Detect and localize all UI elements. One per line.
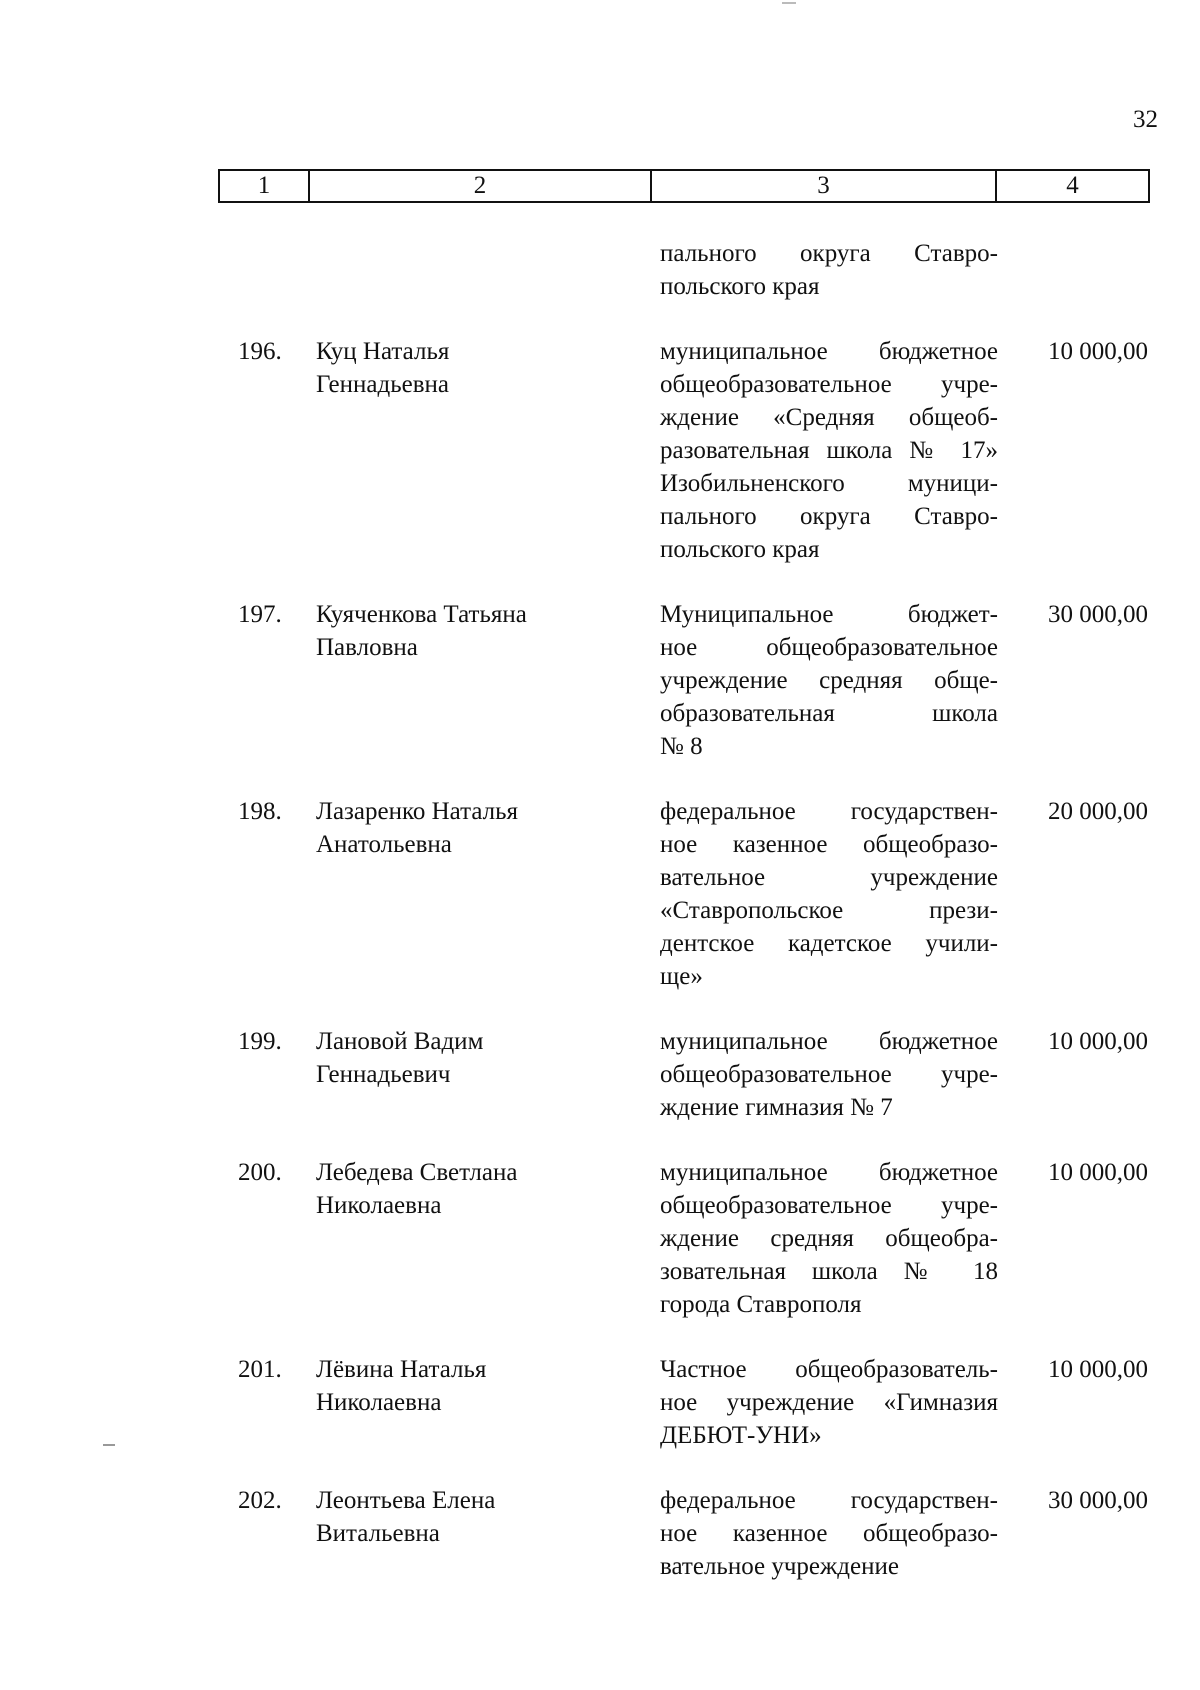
- institution-line: Изобильненского муници-: [660, 470, 998, 497]
- person-name-line: Анатольевна: [316, 831, 452, 858]
- row-number: 197.: [238, 601, 282, 628]
- institution-line: федеральное государствен-: [660, 1487, 998, 1514]
- institution-line: разовательная школа № 17»: [660, 437, 998, 464]
- person-name-line: Николаевна: [316, 1389, 442, 1416]
- institution-line: пального округа Ставро-: [660, 240, 998, 267]
- table-header: [218, 169, 1150, 203]
- institution-line: города Ставрополя: [660, 1291, 862, 1318]
- amount: 10 000,00: [1048, 1159, 1148, 1186]
- person-name-line: Николаевна: [316, 1192, 442, 1219]
- row-number: 198.: [238, 798, 282, 825]
- amount: 30 000,00: [1048, 1487, 1148, 1514]
- row-number: 199.: [238, 1028, 282, 1055]
- institution-line: Муниципальное бюджет-: [660, 601, 998, 628]
- person-name-line: Лазаренко Наталья: [316, 798, 519, 825]
- institution-cell: [660, 1484, 998, 1583]
- institution-cell: [660, 335, 998, 566]
- institution-line: дентское кадетское учили-: [660, 930, 998, 957]
- amount: 10 000,00: [1048, 338, 1148, 365]
- institution-line: вательное учреждение: [660, 864, 998, 891]
- institution-line: ное учреждение «Гимназия: [660, 1389, 998, 1416]
- institution-line: общеобразовательное учре-: [660, 371, 998, 398]
- institution-line: муниципальное бюджетное: [660, 338, 998, 365]
- person-name: [316, 1353, 636, 1419]
- row-number: 201.: [238, 1356, 282, 1383]
- amount: 10 000,00: [1048, 1356, 1148, 1383]
- table-row: [0, 598, 1200, 763]
- continuation-row: [0, 237, 1200, 303]
- institution-cell: [660, 1025, 998, 1124]
- person-name-line: Леонтьева Елена: [316, 1487, 496, 1514]
- institution-line: польского края: [660, 273, 820, 300]
- institution-line: ждение «Средняя общеоб-: [660, 404, 998, 431]
- person-name-line: Павловна: [316, 634, 418, 661]
- person-name: [316, 1025, 636, 1091]
- row-number: 202.: [238, 1487, 282, 1514]
- institution-line: образовательная школа: [660, 700, 998, 727]
- institution-line: № 8: [660, 733, 703, 760]
- institution-line: ждение гимназия № 7: [660, 1094, 893, 1121]
- institution-cell: [660, 1156, 998, 1321]
- institution-cell: [660, 795, 998, 993]
- institution-line: ное общеобразовательное: [660, 634, 998, 661]
- institution-line: ждение средняя общеобра-: [660, 1225, 998, 1252]
- table-row: [0, 1353, 1200, 1452]
- institution-line: ще»: [660, 963, 703, 990]
- person-name: [316, 598, 636, 664]
- institution-line: ное казенное общеобразо-: [660, 1520, 998, 1547]
- amount: 30 000,00: [1048, 601, 1148, 628]
- institution-line: общеобразовательное учре-: [660, 1192, 998, 1219]
- page-number: 32: [1133, 106, 1158, 133]
- person-name-line: Лановой Вадим: [316, 1028, 484, 1055]
- person-name-line: Лебедева Светлана: [316, 1159, 518, 1186]
- amount: 20 000,00: [1048, 798, 1148, 825]
- institution-cell: [660, 237, 998, 303]
- institution-line: ДЕБЮТ-УНИ»: [660, 1422, 822, 1449]
- table-body: [0, 237, 1200, 1615]
- table-row: [0, 1484, 1200, 1583]
- person-name: [316, 795, 636, 861]
- header-cell-3: 3: [652, 171, 997, 201]
- institution-line: польского края: [660, 536, 820, 563]
- header-cell-4: 4: [1066, 172, 1079, 199]
- institution-cell: [660, 598, 998, 763]
- institution-line: ное казенное общеобразо-: [660, 831, 998, 858]
- person-name-line: Лёвина Наталья: [316, 1356, 487, 1383]
- person-name: [316, 335, 636, 401]
- person-name-line: Витальевна: [316, 1520, 440, 1547]
- institution-line: Частное общеобразователь-: [660, 1356, 998, 1383]
- institution-line: муниципальное бюджетное: [660, 1028, 998, 1055]
- row-number: 196.: [238, 338, 282, 365]
- person-name-line: Куц Наталья: [316, 338, 450, 365]
- institution-line: общеобразовательное учре-: [660, 1061, 998, 1088]
- header-cell-1: 1: [220, 171, 310, 201]
- person-name-line: Геннадьевич: [316, 1061, 451, 1088]
- institution-line: вательное учреждение: [660, 1553, 899, 1580]
- table-row: [0, 335, 1200, 566]
- institution-cell: [660, 1353, 998, 1452]
- institution-line: пального округа Ставро-: [660, 503, 998, 530]
- header-cell-2: 2: [310, 171, 652, 201]
- institution-line: муниципальное бюджетное: [660, 1159, 998, 1186]
- institution-line: федеральное государствен-: [660, 798, 998, 825]
- institution-line: учреждение средняя обще-: [660, 667, 998, 694]
- table-row: [0, 795, 1200, 993]
- table-row: [0, 1025, 1200, 1124]
- table-row: [0, 1156, 1200, 1321]
- row-number: 200.: [238, 1159, 282, 1186]
- person-name: [316, 1484, 636, 1550]
- person-name-line: Геннадьевна: [316, 371, 449, 398]
- scan-mark: [782, 2, 796, 4]
- person-name: [316, 1156, 636, 1222]
- person-name-line: Куяченкова Татьяна: [316, 601, 527, 628]
- amount: 10 000,00: [1048, 1028, 1148, 1055]
- institution-line: «Ставропольское прези-: [660, 897, 998, 924]
- institution-line: зовательная школа № 18: [660, 1258, 998, 1285]
